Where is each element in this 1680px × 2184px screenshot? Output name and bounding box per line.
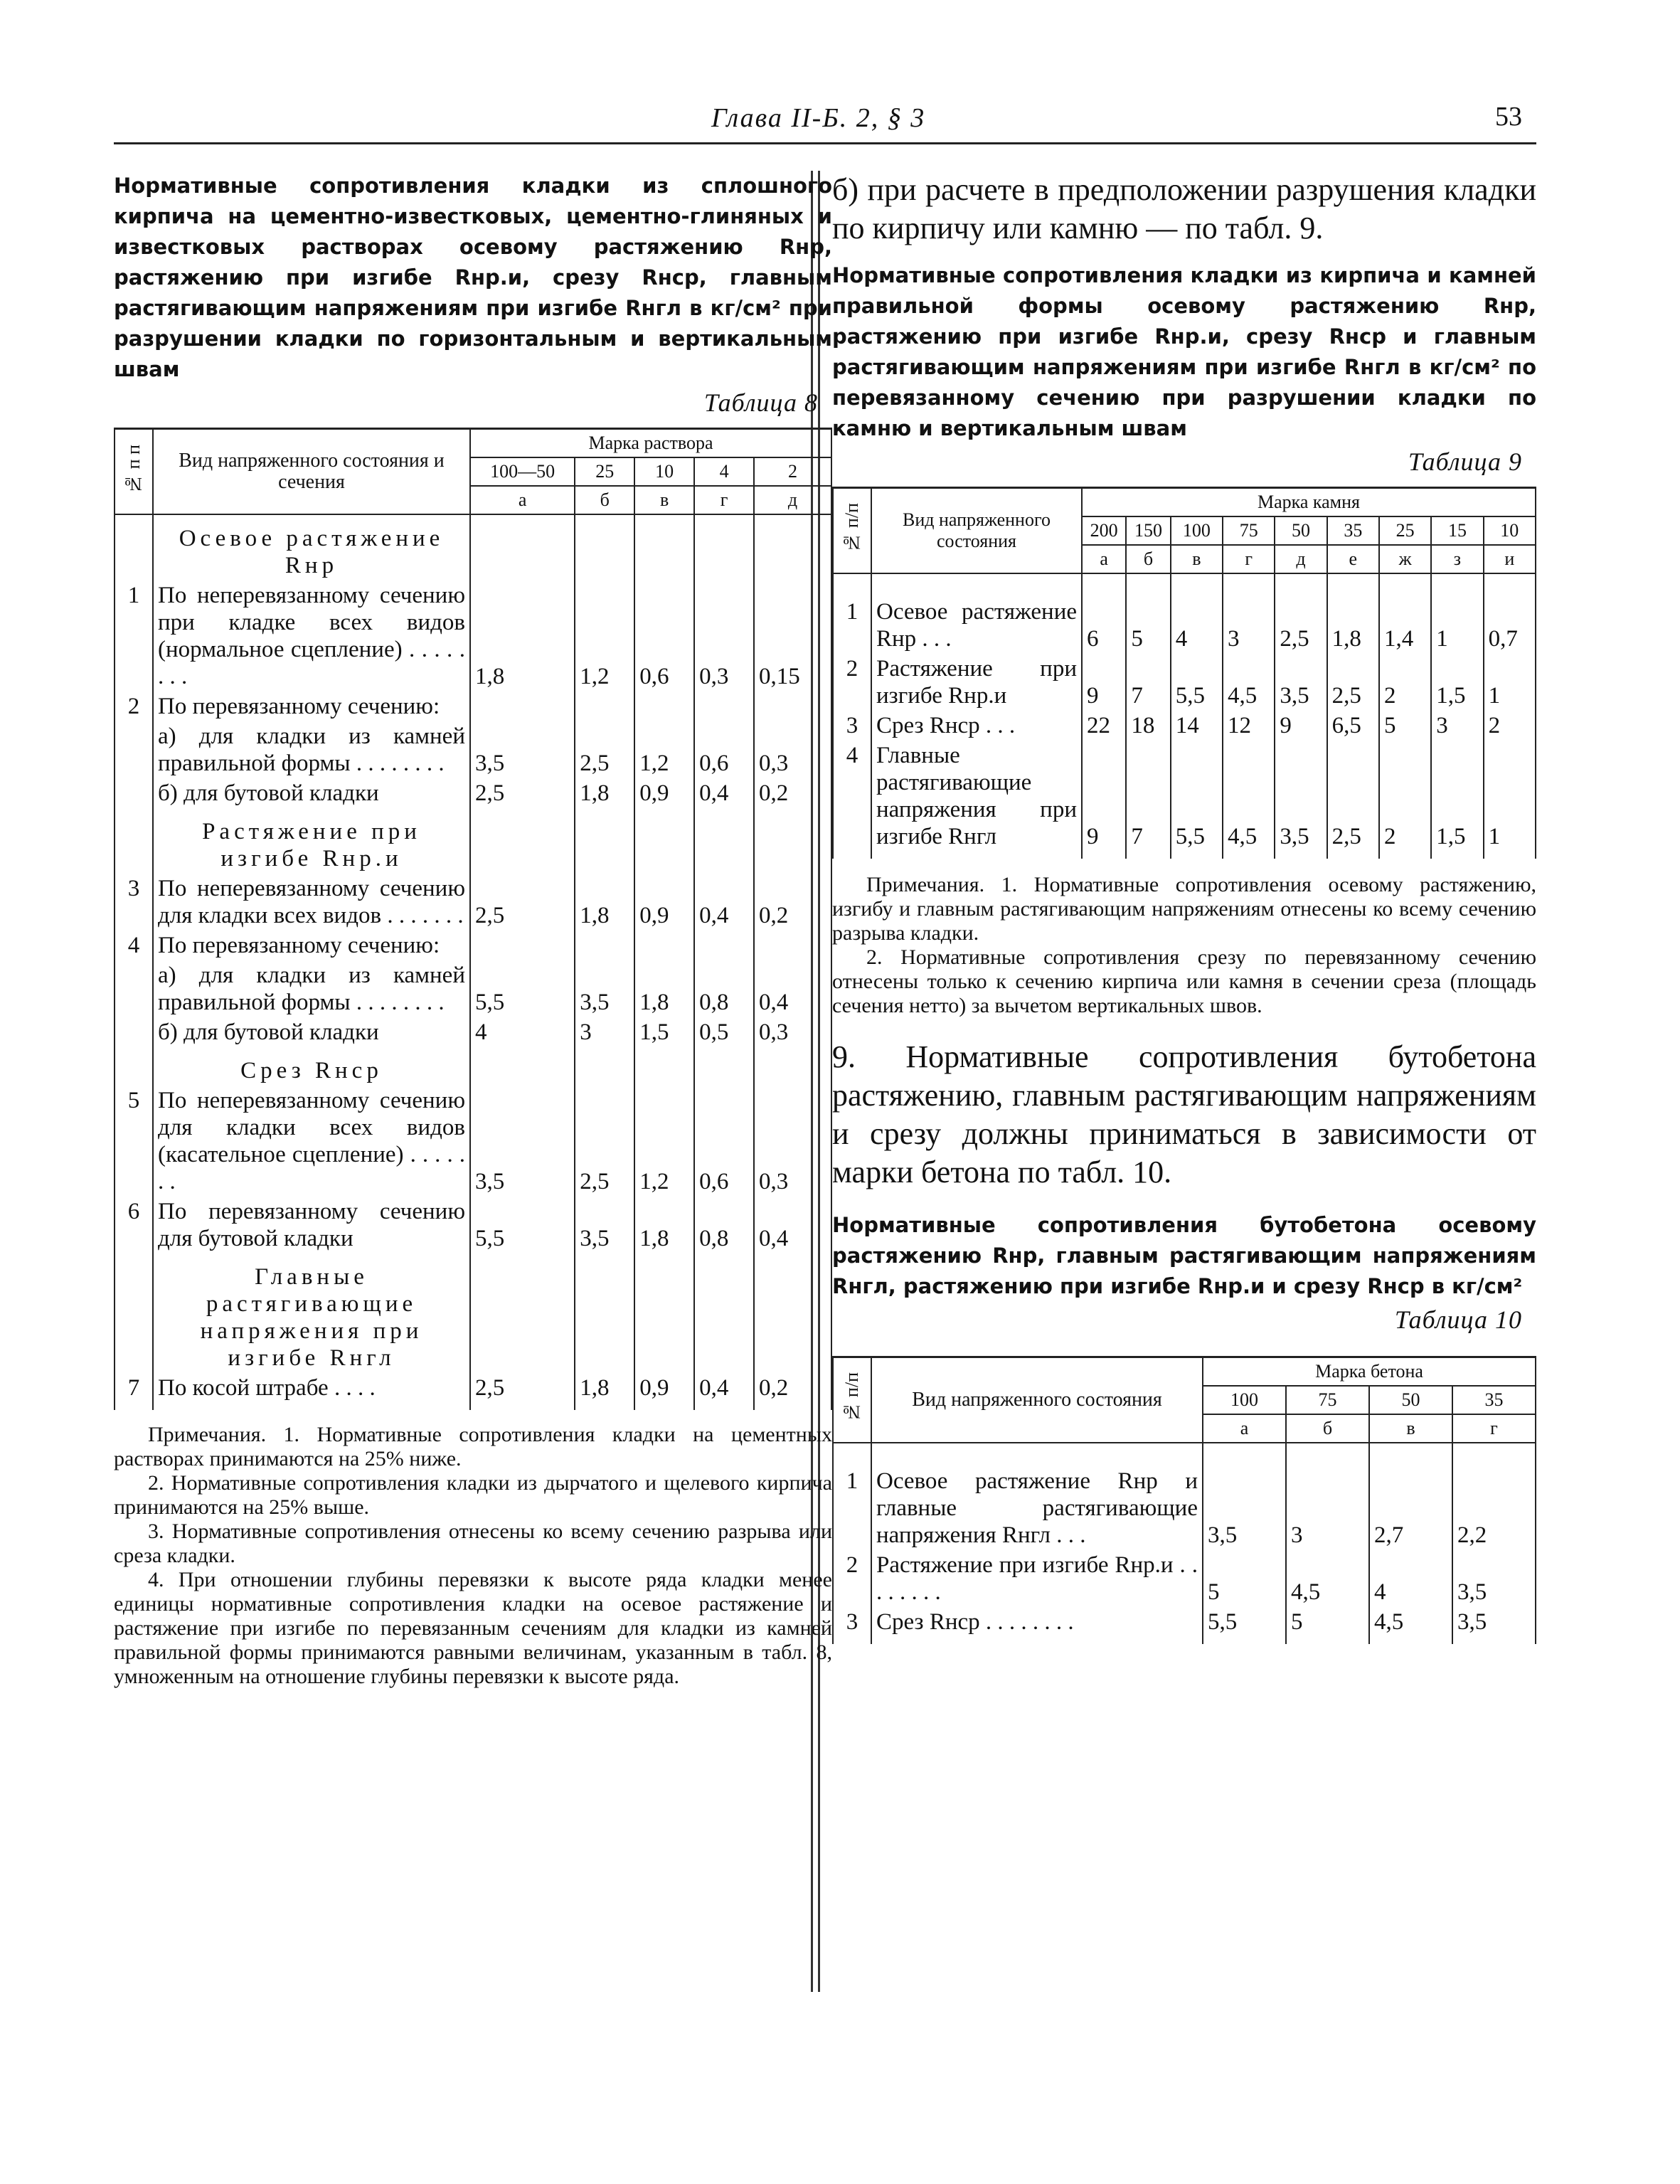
table-row [833,1607,1536,1637]
row-description: Растяжение при изгибе Rнр.и . . . . . . . . [871,1550,1203,1607]
value-cell [575,931,634,960]
row-description: Главные растягивающие напряжения при изгибе Rнгл [871,741,1082,852]
table8-caption: Нормативные сопротивления кладки из сплошного кирпича на цементно-известковых, цементно-глиняных и известковых растворах осевому растяжению Rнр, растяжению при изгибе Rнр.и, срезу Rнср, главным растягивающим напряжениям при изгибе Rнгл в кг/см² при разрушении кладки по горизонтальным и вертикальным швам [114,174,832,381]
value-cell [470,931,575,960]
row-number: 1 [833,1443,871,1550]
intro-paragraph: б) при расчете в предположении разрушения кладки по кирпичу или камню — по табл. 9. [832,172,1536,245]
section-row [115,1047,831,1086]
value-cell: 3 [1286,1443,1369,1550]
value-cell: 0,4 [754,1197,831,1253]
value-cell: 3,5 [1275,654,1327,711]
mark-header: 100—50 [470,457,575,486]
value-cell: 5 [1286,1607,1369,1637]
value-cell: 2,5 [470,1373,575,1403]
value-cell: 0,8 [694,1197,754,1253]
value-cell: 14 [1171,711,1223,741]
value-cell: 2,5 [1275,573,1327,654]
value-cell: 1,5 [1431,741,1483,852]
value-cell: 1,2 [634,721,694,778]
section-row [115,514,831,581]
value-cell: 1,8 [575,874,634,931]
row-number: 4 [115,931,153,960]
value-cell: 0,3 [694,581,754,691]
col-desc-header: Вид напряженного состояния [903,509,1051,551]
value-cell: 3,5 [575,960,634,1017]
table-row [115,721,831,778]
value-cell: 3,5 [575,1197,634,1253]
value-cell: 0,6 [634,581,694,691]
column-letter: в [1171,545,1223,573]
value-cell: 4,5 [1369,1607,1452,1637]
value-cell: 2,5 [470,874,575,931]
value-cell: 2,5 [575,721,634,778]
row-description: а) для кладки из камней правильной формы . . . . . . . . [153,721,470,778]
value-cell: 5 [1126,573,1170,654]
value-cell: 18 [1126,711,1170,741]
mark-header: 35 [1452,1386,1536,1414]
table-row [833,741,1536,852]
value-cell: 5 [1203,1550,1286,1607]
value-cell: 4 [470,1017,575,1047]
value-cell: 0,3 [754,1086,831,1197]
value-cell: 0,6 [694,1086,754,1197]
col-desc-header: Вид напряженного состояния [912,1389,1162,1411]
table-10 [832,1356,1536,1644]
col-number-header: № п/п [841,503,862,553]
col-group-header: Марка раствора [470,429,831,458]
mark-header: 25 [575,457,634,486]
row-number: 1 [833,573,871,654]
value-cell: 3,5 [470,1086,575,1197]
column-letter: и [1484,545,1536,573]
row-description: Растяжение при изгибе Rнр.и [871,654,1082,711]
row-description: По неперевязанному сечению для кладки всех видов . . . . . . . [153,874,470,931]
mark-header: 150 [1126,516,1170,545]
row-number: 3 [833,1607,871,1637]
value-cell: 3 [1431,711,1483,741]
mark-header: 25 [1379,516,1431,545]
mark-header: 35 [1327,516,1379,545]
value-cell: 0,4 [694,778,754,808]
table8-notes [114,1423,832,1689]
value-cell: 2,7 [1369,1443,1452,1550]
value-cell: 1,8 [575,778,634,808]
value-cell: 3,5 [1452,1607,1536,1637]
column-letter: з [1431,545,1483,573]
row-description: Осевое растяжение Rнр . . . [871,573,1082,654]
value-cell: 4,5 [1223,741,1275,852]
value-cell: 1,5 [1431,654,1483,711]
value-cell [754,691,831,721]
table-row [115,581,831,691]
table-row [115,691,831,721]
row-number [115,721,153,778]
value-cell: 0,2 [754,1373,831,1403]
table-row [833,1443,1536,1550]
value-cell: 2,2 [1452,1443,1536,1550]
table-row [115,1197,831,1253]
row-description: По неперевязанному сечению для кладки всех видов (касательное сцепление) . . . . . . . [153,1086,470,1197]
row-number: 3 [115,874,153,931]
column-letter: е [1327,545,1379,573]
value-cell [754,931,831,960]
row-description: б) для бутовой кладки [153,778,470,808]
col-group-header: Марка камня [1082,488,1536,517]
value-cell: 0,5 [694,1017,754,1047]
value-cell: 1,8 [634,960,694,1017]
value-cell: 1 [1484,654,1536,711]
value-cell: 22 [1082,711,1126,741]
table-row [115,931,831,960]
mark-header: 50 [1275,516,1327,545]
value-cell: 3,5 [1452,1550,1536,1607]
note-paragraph: 2. Нормативные сопротивления срезу по перевязанному сечению отнесены только к сечению кирпича или камня в сечении среза (площадь сечения нетто) за вычетом вертикальных швов. [832,945,1536,1017]
value-cell: 4 [1369,1550,1452,1607]
table-bottom-rule [833,852,1536,859]
value-cell: 2,5 [470,778,575,808]
value-cell: 5,5 [1203,1607,1286,1637]
paragraph-9: 9. Нормативные сопротивления бутобетона растяжению, главным растягивающим напряжениям и срезу должны приниматься в зависимости от марки бетона по табл. 10. [832,1039,1536,1189]
value-cell: 9 [1082,654,1126,711]
mark-header: 75 [1286,1386,1369,1414]
value-cell: 6 [1082,573,1126,654]
value-cell: 0,15 [754,581,831,691]
table-row [833,654,1536,711]
table-row [115,874,831,931]
value-cell: 2,5 [575,1086,634,1197]
value-cell: 5,5 [1171,654,1223,711]
value-cell: 0,4 [694,874,754,931]
note-paragraph: Примечания. 1. Нормативные сопротивления кладки на цементных растворах принимаются на 25% ниже. [114,1423,832,1470]
table9-notes [832,873,1536,1018]
mark-header: 4 [694,457,754,486]
value-cell: 7 [1126,654,1170,711]
table10-caption: Нормативные сопротивления бутобетона осевому растяжению Rнр, главным растягивающим напряжениям Rнгл, растяжению при изгибе Rнр.и и срезу Rнср в кг/см² [832,1213,1536,1298]
value-cell [694,691,754,721]
table-row [833,711,1536,741]
mark-header: 50 [1369,1386,1452,1414]
value-cell: 4,5 [1223,654,1275,711]
value-cell: 0,2 [754,778,831,808]
row-number: 6 [115,1197,153,1253]
row-description: Срез Rнср . . . . . . . . [871,1607,1203,1637]
col-group-header: Марка бетона [1203,1357,1536,1387]
value-cell: 2 [1484,711,1536,741]
value-cell: 5,5 [470,1197,575,1253]
value-cell: 1,8 [1327,573,1379,654]
value-cell: 5,5 [470,960,575,1017]
section-row [115,1253,831,1373]
note-paragraph: 3. Нормативные сопротивления отнесены ко всему сечению разрыва или среза кладки. [114,1520,832,1567]
value-cell: 0,7 [1484,573,1536,654]
value-cell: 1,8 [575,1373,634,1403]
value-cell: 0,9 [634,1373,694,1403]
value-cell [470,691,575,721]
left-column [114,171,832,1689]
mark-header: 75 [1223,516,1275,545]
row-description: Осевое растяжение Rнр и главные растягивающие напряжения Rнгл . . . [871,1443,1203,1550]
value-cell: 0,9 [634,778,694,808]
column-letter: д [754,486,831,514]
value-cell: 1,4 [1379,573,1431,654]
row-number [115,778,153,808]
row-description: а) для кладки из камней правильной формы . . . . . . . . [153,960,470,1017]
table-bottom-rule [833,1637,1536,1644]
section-row [115,808,831,874]
value-cell: 1,5 [634,1017,694,1047]
page-number: 53 [1495,102,1522,132]
mark-header: 200 [1082,516,1126,545]
table-row [115,1017,831,1047]
value-cell [634,931,694,960]
value-cell: 3,5 [1203,1443,1286,1550]
column-letter: ж [1379,545,1431,573]
value-cell: 3 [1223,573,1275,654]
row-number: 2 [833,1550,871,1607]
value-cell: 1 [1431,573,1483,654]
mark-header: 10 [634,457,694,486]
col-desc-header: Вид напряженного состояния и сечения [179,450,445,493]
value-cell: 0,4 [754,960,831,1017]
section-title: Срез Rнср [153,1047,470,1086]
value-cell: 0,4 [694,1373,754,1403]
section-title: Осевое растяжение Rнр [153,514,470,581]
table-row [115,778,831,808]
table-row [833,573,1536,654]
column-letter: б [1286,1414,1369,1443]
row-number: 2 [833,654,871,711]
table8-label: Таблица 8 [703,388,818,417]
value-cell: 0,8 [694,960,754,1017]
table-bottom-rule [115,1403,831,1410]
table-row [115,960,831,1017]
value-cell: 4 [1171,573,1223,654]
value-cell: 3 [575,1017,634,1047]
row-number: 1 [115,581,153,691]
table-8 [114,428,832,1410]
mark-header: 15 [1431,516,1483,545]
table-row [115,1373,831,1403]
row-number [115,1017,153,1047]
column-letter: а [1082,545,1126,573]
table10-label: Таблица 10 [1394,1305,1522,1334]
value-cell: 2,5 [1327,741,1379,852]
value-cell: 9 [1275,711,1327,741]
row-number: 3 [833,711,871,741]
table9-label: Таблица 9 [1408,447,1522,476]
running-header [114,100,1536,144]
value-cell: 0,3 [754,721,831,778]
row-number: 7 [115,1373,153,1403]
value-cell: 3,5 [1275,741,1327,852]
column-letter: б [575,486,634,514]
col-number-header: № п п [123,444,144,494]
value-cell [634,691,694,721]
column-letter: а [1203,1414,1286,1443]
value-cell: 4,5 [1286,1550,1369,1607]
value-cell: 0,2 [754,874,831,931]
column-letter: а [470,486,575,514]
table-9 [832,487,1536,859]
row-description: По перевязанному сечению: [153,931,470,960]
column-letter: в [634,486,694,514]
section-title: Растяжение при изгибе Rнр.и [153,808,470,874]
mark-header: 100 [1203,1386,1286,1414]
mark-header: 2 [754,457,831,486]
mark-header: 10 [1484,516,1536,545]
value-cell: 1,2 [634,1086,694,1197]
right-column [832,171,1536,1644]
row-description: Срез Rнср . . . [871,711,1082,741]
value-cell: 2 [1379,654,1431,711]
table-row [833,1550,1536,1607]
col-number-header: № п/п [841,1372,862,1423]
row-description: По косой штрабе . . . . [153,1373,470,1403]
note-paragraph: 2. Нормативные сопротивления кладки из дырчатого и щелевого кирпича принимаются на 25% выше. [114,1471,832,1519]
value-cell: 0,3 [754,1017,831,1047]
value-cell [575,691,634,721]
value-cell: 1,2 [575,581,634,691]
value-cell: 5 [1379,711,1431,741]
value-cell: 2 [1379,741,1431,852]
value-cell: 1,8 [634,1197,694,1253]
row-number: 4 [833,741,871,852]
value-cell: 1,8 [470,581,575,691]
value-cell: 0,9 [634,874,694,931]
value-cell [694,931,754,960]
row-number [115,960,153,1017]
column-letter: д [1275,545,1327,573]
row-description: По перевязанному сечению для бутовой кладки [153,1197,470,1253]
row-number: 2 [115,691,153,721]
row-description: По перевязанному сечению: [153,691,470,721]
row-description: б) для бутовой кладки [153,1017,470,1047]
value-cell: 0,6 [694,721,754,778]
note-paragraph: 4. При отношении глубины перевязки к высоте ряда кладки менее единицы нормативные сопротивления кладки на осевое растяжение и растяжение при изгибе по перевязанным сечениям для кладки из камней правильной формы принимаются равными величинам, указанным в табл. 8, умноженным на отношение глубины перевязки к высоте ряда. [114,1568,832,1688]
column-letter: г [694,486,754,514]
section-title: Главные растягивающие напряжения при изгибе Rнгл [153,1253,470,1373]
value-cell: 9 [1082,741,1126,852]
row-description: По неперевязанному сечению при кладке всех видов (нормальное сцепление) . . . . . . . . [153,581,470,691]
mark-header: 100 [1171,516,1223,545]
chapter-reference: Глава II-Б. 2, § 3 [711,103,926,133]
column-letter: в [1369,1414,1452,1443]
table-row [115,1086,831,1197]
table9-caption: Нормативные сопротивления кладки из кирпича и камней правильной формы осевому растяжению Rнр, растяжению при изгибе Rнр.и, срезу Rнср и главным растягивающим напряжениям при изгибе Rнгл в кг/см² по перевязанному сечению при разрушении кладки по камню и вертикальным швам [832,263,1536,440]
column-letter: г [1452,1414,1536,1443]
value-cell: 1 [1484,741,1536,852]
value-cell: 2,5 [1327,654,1379,711]
value-cell: 5,5 [1171,741,1223,852]
column-letter: б [1126,545,1170,573]
column-letter: г [1223,545,1275,573]
value-cell: 3,5 [470,721,575,778]
row-number: 5 [115,1086,153,1197]
value-cell: 6,5 [1327,711,1379,741]
note-paragraph: Примечания. 1. Нормативные сопротивления осевому растяжению, изгибу и главным растягивающим напряжениям отнесены ко всему сечению разрыва кладки. [832,873,1536,945]
value-cell: 7 [1126,741,1170,852]
value-cell: 12 [1223,711,1275,741]
